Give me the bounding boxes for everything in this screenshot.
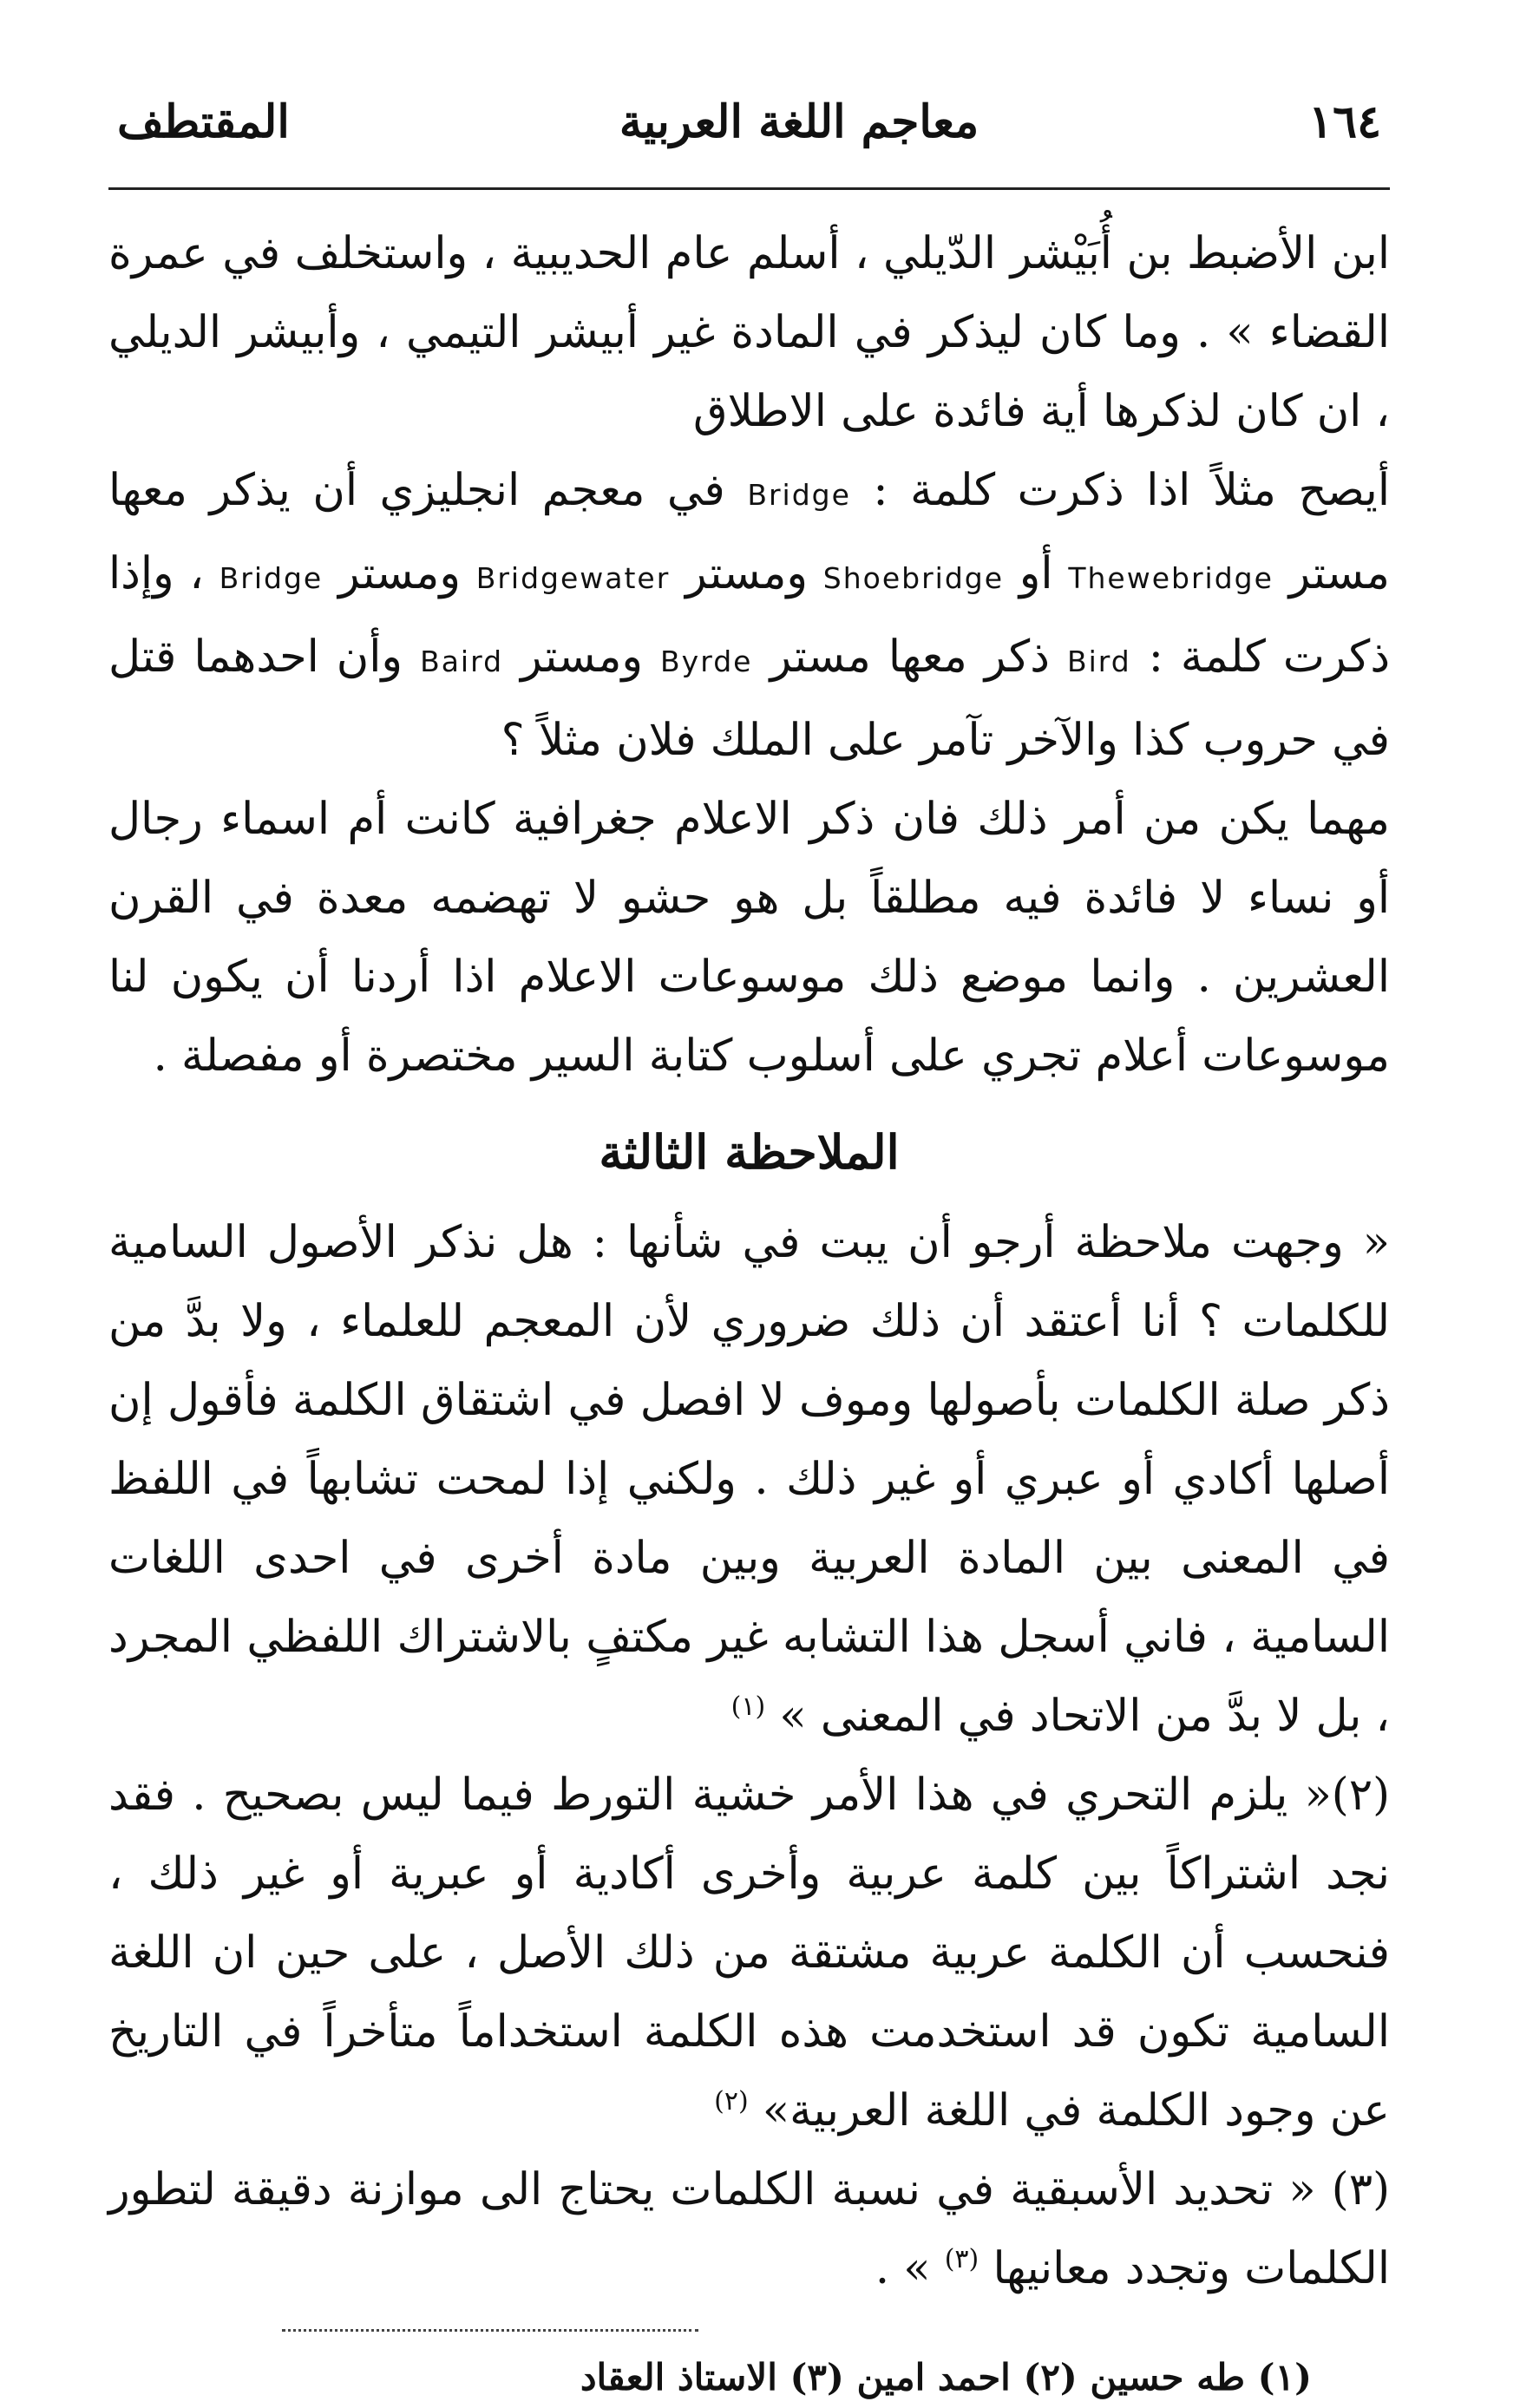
paragraph-intro: ابن الأضبط بن أُبَيْشر الدّيلي ، أسلم عام الحديبية ، واستخلف في عمرة القضاء » . وما كان ليذكر في المادة غير أبيشر التيمي ، وأبيشر الديلي ، ان كان لذكرها أية فائدة على الاطلاق bbox=[108, 228, 1390, 437]
page-header bbox=[108, 95, 1390, 182]
paragraph-two: (٢)« يلزم التحري في هذا الأمر خشية التورط فيما ليس بصحيح . فقد نجد اشتراكاً بين كلمة عربية وأخرى أكادية أو عبرية أو غير ذلك ، فنحسب أن الكلمة عربية مشتقة من ذلك الأصل ، على حين ان اللغة السامية تكون قد استخدمت هذه الكلمة استخداماً متأخراً في التاريخ عن وجود الكلمة في اللغة العربية» $^{(٢)}$ bbox=[108, 1770, 1390, 2136]
latin-word: Bird bbox=[1066, 645, 1131, 678]
journal-name: المقتطف bbox=[117, 95, 290, 148]
latin-word: Bridge bbox=[219, 561, 324, 595]
latin-word: Byrde bbox=[660, 645, 753, 678]
paragraph-three: (٣) « تحديد الأسبقية في نسبة الكلمات يحتاج الى موازنة دقيقة لتطور الكلمات وتجدد معانيها $^{(٣)}$ » . bbox=[108, 2164, 1390, 2294]
footnote-ref: (٢) bbox=[714, 2086, 749, 2117]
page-number: ١٦٤ bbox=[1308, 95, 1381, 148]
paragraph-third-remark: « وجهت ملاحظة أرجو أن يبت في شأنها : هل نذكر الأصول السامية للكلمات ؟ أنا أعتقد أن ذلك ضروري لأن المعجم للعلماء ، ولا بدَّ من ذكر صلة الكلمات بأصولها وموف لا افصل في اشتقاق الكلمة فأقول إن أصلها أكادي أو عبري أو غير ذلك . ولكني إذا لمحت تشابهاً في اللفظ في المعنى بين المادة العربية وبين مادة أخرى في احدى اللغات السامية ، فاني أسجل هذا التشابه غير مكتفٍ بالاشتراك اللفظي المجرد ، بل لا بدَّ من الاتحاد في المعنى » $^{(١)}$ bbox=[108, 1217, 1390, 1742]
latin-word: Shoebridge bbox=[822, 561, 1005, 595]
paragraph-bridge: أيصح مثلاً اذا ذكرت كلمة : Bridge في معجم انجليزي أن يذكر معها مستر Thewebridge أو Shoebridge ومستر Bridgewater ومستر Bridge ، وإذا ذكرت كلمة : Bird ذكر معها مستر Byrde ومستر Baird وأن احدهما قتل في حروب كذا والآخر تآمر على الملك فلان مثلاً ؟ bbox=[108, 465, 1391, 766]
footnote-divider bbox=[282, 2329, 698, 2332]
latin-word: Bridge bbox=[747, 478, 851, 512]
footnotes: (١) طه حسين (٢) احمد امين (٣) الاستاذ العقاد bbox=[580, 2356, 1312, 2398]
paragraph-mahma: مهما يكن من أمر ذلك فان ذكر الاعلام جغرافية كانت أم اسماء رجال أو نساء لا فائدة فيه مطلقاً بل هو حشو لا تهضمه معدة في القرن العشرين . وانما موضع ذلك موسوعات الاعلام اذا أردنا أن يكون لنا موسوعات أعلام تجري على أسلوب كتابة السير مختصرة أو مفصلة . bbox=[108, 794, 1390, 1082]
footnote-ref: (١) bbox=[731, 1691, 766, 1722]
running-title: معاجم اللغة العربية bbox=[619, 95, 979, 148]
latin-word: Bridgewater bbox=[475, 561, 671, 595]
latin-word: Thewebridge bbox=[1068, 561, 1274, 595]
latin-word: Baird bbox=[420, 645, 504, 678]
section-title: الملاحظة الثالثة bbox=[599, 1124, 900, 1180]
footnote-ref: (٣) bbox=[944, 2244, 979, 2274]
header-divider bbox=[108, 187, 1390, 190]
